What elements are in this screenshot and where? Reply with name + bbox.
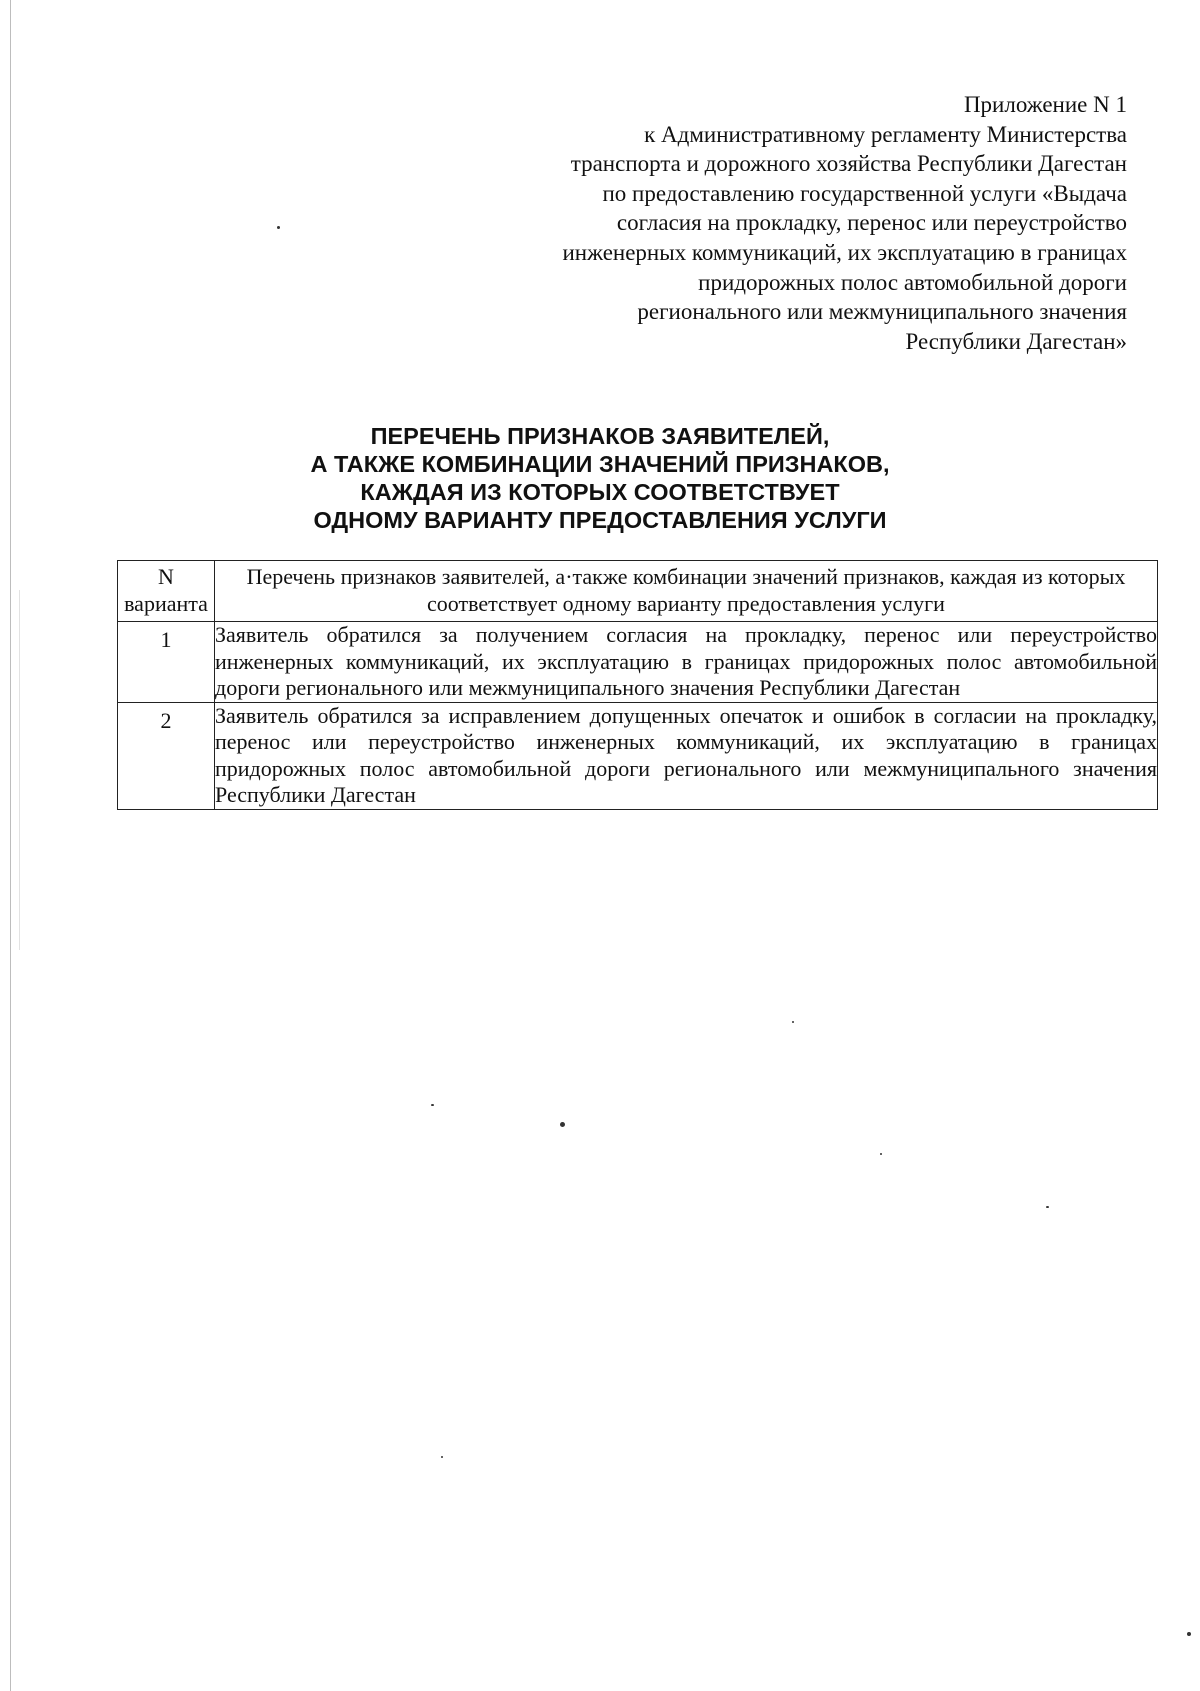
table-row [118, 702, 1158, 809]
title-line: КАЖДАЯ ИЗ КОТОРЫХ СООТВЕТСТВУЕТ [360, 479, 840, 505]
variant-number: 2 [118, 702, 215, 809]
scan-speck [792, 1021, 794, 1023]
appendix-note [487, 90, 1127, 356]
appendix-line: инженерных коммуникаций, их эксплуатацию в границах [562, 239, 1127, 265]
appendix-line: Республики Дагестан» [905, 328, 1127, 354]
variant-number: 1 [118, 622, 215, 703]
title-line: ПЕРЕЧЕНЬ ПРИЗНАКОВ ЗАЯВИТЕЛЕЙ, [370, 423, 830, 449]
variants-table [117, 560, 1158, 810]
variant-description: Заявитель обратился за исправлением допущенных опечаток и ошибок в согласии на прокладку, перенос или переустройство инженерных коммуникаций, их эксплуатацию в границах придорожных полос автомобильной дороги регионального или межмуниципального значения Республики Дагестан [215, 702, 1157, 807]
document-title [150, 422, 1050, 534]
title-line: ОДНОМУ ВАРИАНТУ ПРЕДОСТАВЛЕНИЯ УСЛУГИ [313, 507, 887, 533]
scan-speck [560, 1122, 565, 1127]
table-header-row [118, 561, 1158, 622]
appendix-line: по предоставлению государственной услуги «Выдача [602, 180, 1127, 206]
scan-edge-line [19, 590, 20, 950]
appendix-line: Приложение N 1 [963, 92, 1127, 117]
appendix-line: согласия на прокладку, перенос или переустройство [616, 210, 1127, 236]
scan-speck [277, 226, 280, 229]
appendix-line: регионального или межмуниципального значения [637, 299, 1127, 325]
scan-speck [1187, 1632, 1191, 1636]
scan-edge-line [10, 0, 11, 1691]
appendix-line: транспорта и дорожного хозяйства Республики Дагестан [570, 151, 1127, 177]
scan-speck [1046, 1206, 1049, 1208]
scan-speck [441, 1456, 443, 1458]
scan-speck [431, 1104, 434, 1106]
header-description: Перечень признаков заявителей, а·также комбинации значений признаков, каждая из которых соответствует одному варианту предоставления услуги [215, 561, 1158, 622]
appendix-line: придорожных полос автомобильной дороги [698, 269, 1127, 295]
appendix-line: к Административному регламенту Министерства [644, 121, 1127, 147]
scan-speck [880, 1153, 882, 1155]
variant-description: Заявитель обратился за получением согласия на прокладку, перенос или переустройство инженерных коммуникаций, их эксплуатацию в границах придорожных полос автомобильной дороги регионального или межмуниципального значения Республики Дагестан [215, 622, 1157, 700]
table-row [118, 622, 1158, 703]
title-line: А ТАКЖЕ КОМБИНАЦИИ ЗНАЧЕНИЙ ПРИЗНАКОВ, [310, 451, 890, 477]
header-variant-number: N варианта [118, 561, 215, 622]
